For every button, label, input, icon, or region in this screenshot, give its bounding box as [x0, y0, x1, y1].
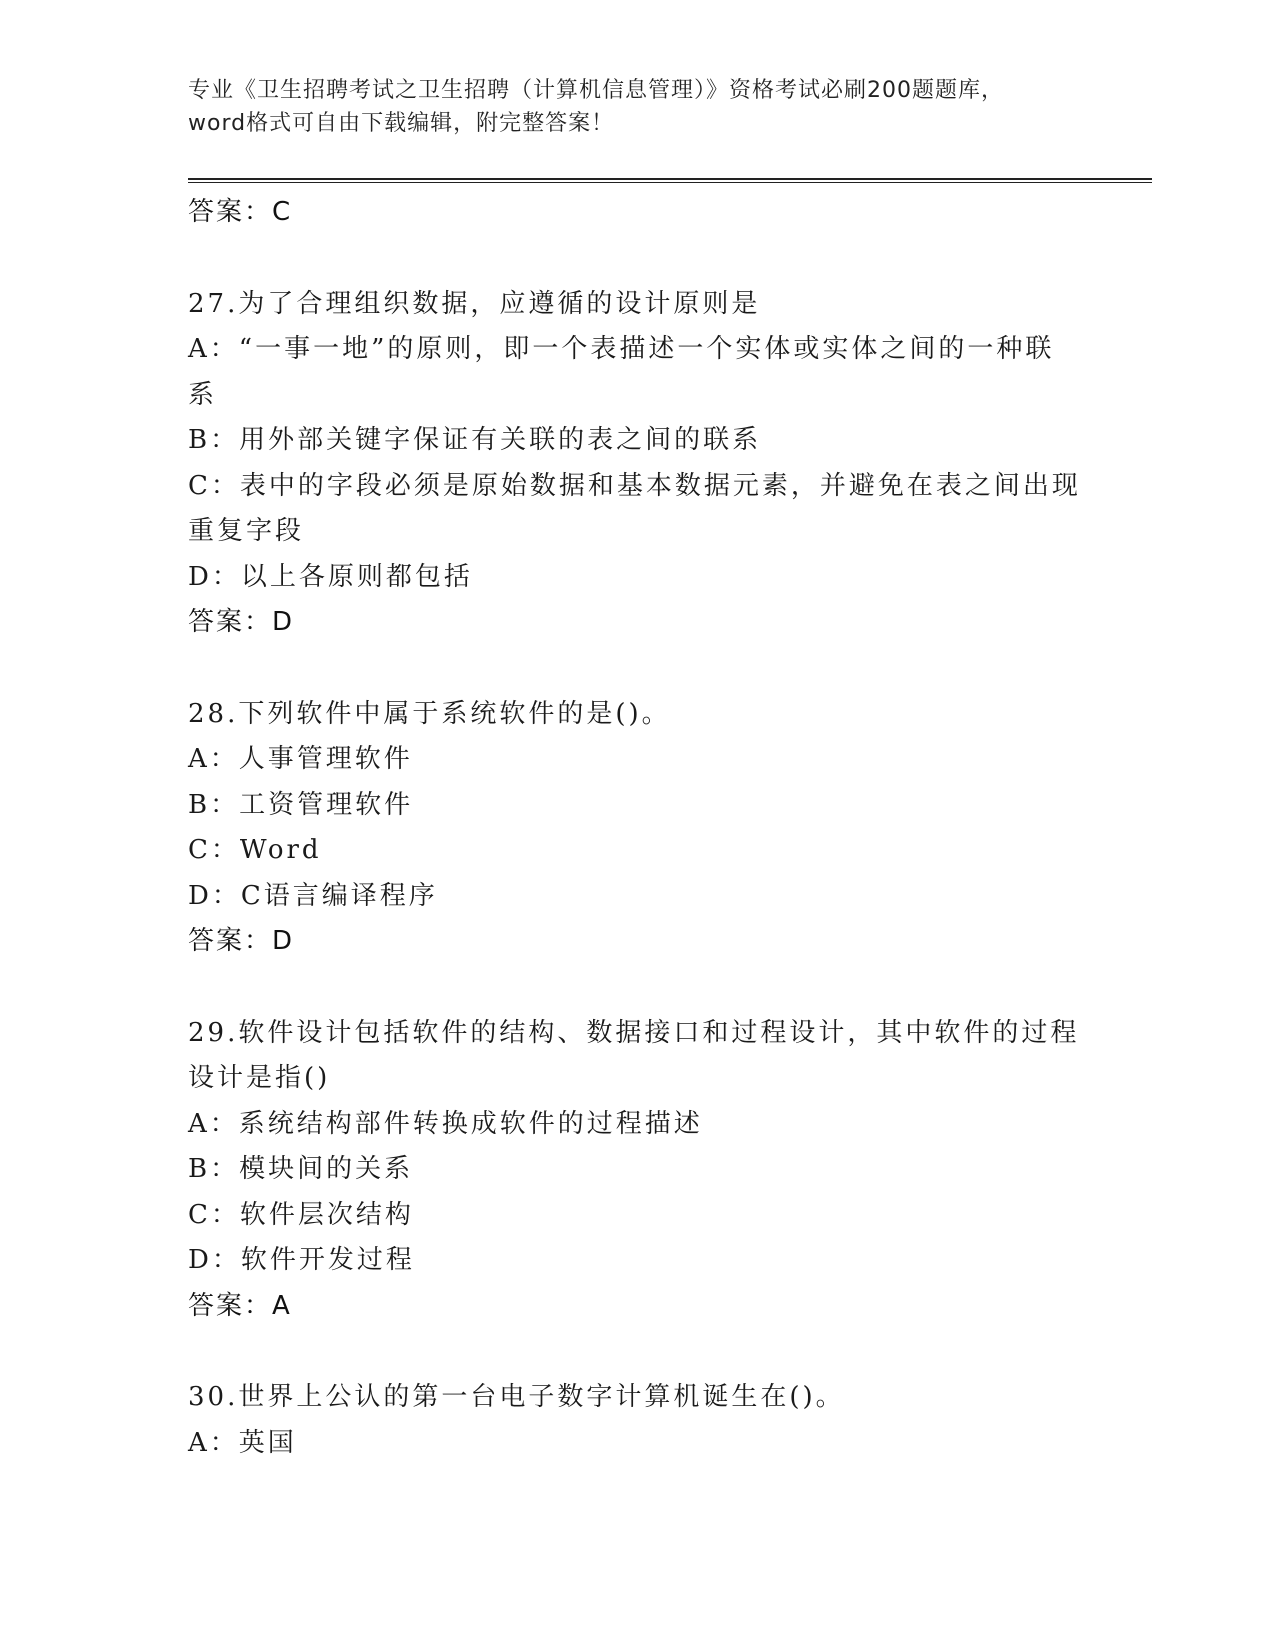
answer: 答案：D: [188, 926, 295, 956]
answer: 答案：A: [188, 1290, 292, 1321]
question-list: [188, 186, 1088, 1466]
question-stem-continued: 设计是指(): [188, 1063, 331, 1093]
option-a-continued: 系: [188, 379, 218, 410]
spacer: [188, 965, 1088, 1011]
question-stem: 28.下列软件中属于系统软件的是()。: [188, 698, 671, 729]
option-a: A：英国: [188, 1427, 297, 1458]
option-b: B：用外部关键字保证有关联的表之间的联系: [188, 425, 762, 455]
question-stem: 27.为了合理组织数据，应遵循的设计原则是: [188, 288, 761, 319]
option-b: B：工资管理软件: [188, 789, 414, 820]
question-27: [188, 282, 1088, 646]
question-28: [188, 692, 1088, 965]
option-a: A：人事管理软件: [188, 744, 413, 774]
question-stem: 29.软件设计包括软件的结构、数据接口和过程设计，其中软件的过程: [188, 1017, 1080, 1048]
question-30: [188, 1375, 1088, 1466]
header-line-1: 专业《卫生招聘考试之卫生招聘（计算机信息管理）》资格考试必刷200题题库，: [188, 78, 1004, 103]
option-c: C：Word: [188, 835, 322, 865]
option-d: D：以上各原则都包括: [188, 561, 473, 592]
spacer: [188, 236, 1088, 282]
option-d: D：软件开发过程: [188, 1245, 415, 1275]
option-d: D：C语言编译程序: [188, 880, 438, 911]
option-b: B：模块间的关系: [188, 1154, 414, 1184]
previous-answer: 答案：C: [188, 197, 293, 227]
header-divider: [188, 178, 1152, 183]
option-c: C：软件层次结构: [188, 1199, 414, 1230]
spacer: [188, 646, 1088, 692]
option-c: C：表中的字段必须是原始数据和基本数据元素，并避免在表之间出现: [188, 470, 1081, 501]
document-header: [188, 74, 1088, 140]
spacer: [188, 1329, 1088, 1375]
answer: 答案：D: [188, 607, 295, 637]
question-29: [188, 1011, 1088, 1330]
option-c-continued: 重复字段: [188, 516, 305, 546]
question-stem: 30.世界上公认的第一台电子数字计算机诞生在()。: [188, 1382, 845, 1412]
header-line-2: word格式可自由下载编辑，附完整答案！: [188, 111, 615, 136]
option-a: A：“一事一地”的原则，即一个表描述一个实体或实体之间的一种联: [188, 334, 1055, 364]
option-a: A：系统结构部件转换成软件的过程描述: [188, 1108, 703, 1139]
